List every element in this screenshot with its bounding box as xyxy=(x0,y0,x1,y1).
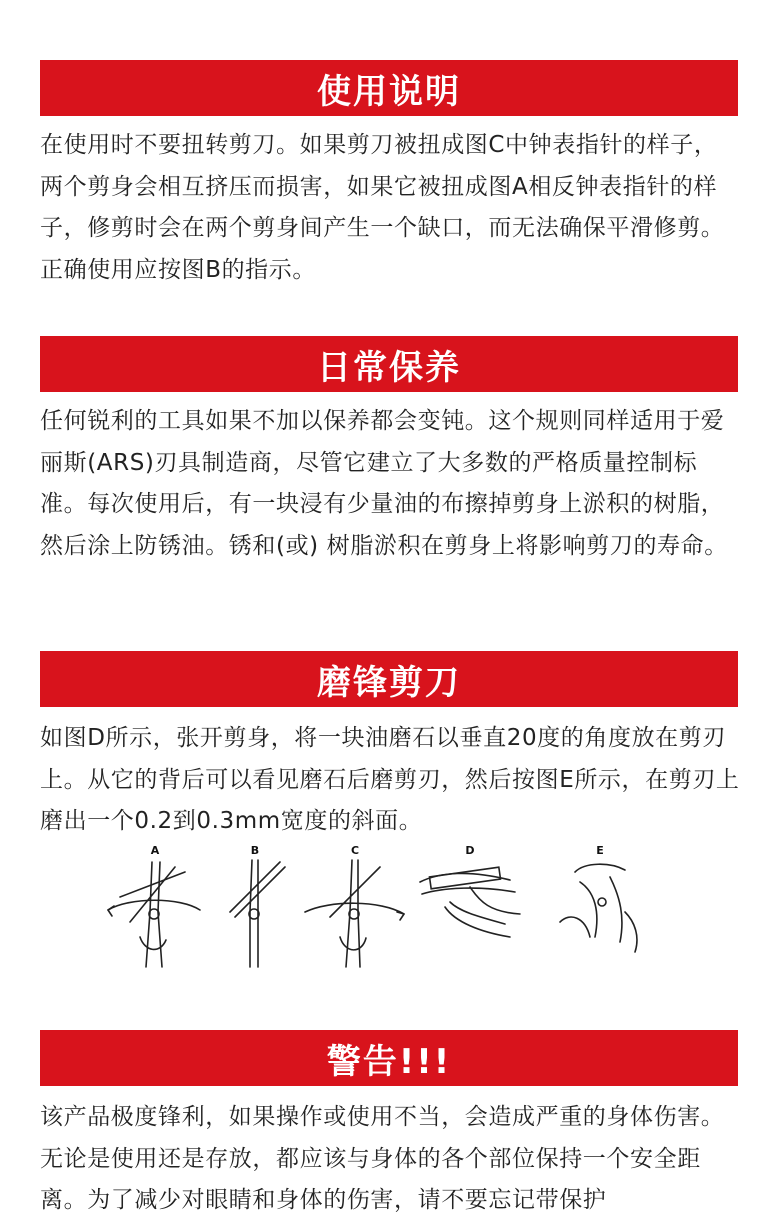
figure-c-label: C xyxy=(350,844,360,857)
pruner-bevel-icon xyxy=(540,842,660,972)
pruner-straight-icon xyxy=(200,842,310,972)
figure-d xyxy=(410,842,530,972)
usage-text: 在使用时不要扭转剪刀。如果剪刀被扭成图C中钟表指针的样子，两个剪身会相互挤压而损害，如果它被扭成图A相反钟表指针的样子，修剪时会在两个剪身间产生一个缺口，而无法确保平滑修剪。正确使用应按图B的指示。 xyxy=(40,132,725,283)
figure-e-label: E xyxy=(596,844,604,857)
figure-b-label: B xyxy=(250,844,260,857)
sharpening-text: 如图D所示，张开剪身，将一块油磨石以垂直20度的角度放在剪刃上。从它的背后可以看见磨石后磨剪刃，然后按图E所示，在剪刃上磨出一个0.2到0.3mm宽度的斜面。 xyxy=(40,725,740,834)
figure-d-label: D xyxy=(465,844,475,857)
warning-text: 该产品极度锋利，如果操作或使用不当，会造成严重的身体伤害。无论是使用还是存放，都应该与身体的各个部位保持一个安全距离。为了减少对眼睛和身体的伤害，请不要忘记带保护 xyxy=(40,1104,725,1213)
figure-e xyxy=(540,842,660,972)
figure-b xyxy=(200,842,310,972)
sharpening-stone-icon xyxy=(410,842,530,972)
figure-c xyxy=(300,842,410,972)
maintenance-text: 任何锐利的工具如果不加以保养都会变钝。这个规则同样适用于爱丽斯(ARS)刃具制造商，尽管它建立了大多数的严格质量控制标准。每次使用后，有一块浸有少量油的布擦掉剪身上淤积的树脂，然后涂上防锈油。锈和(或) 树脂淤积在剪身上将影响剪刀的寿命。 xyxy=(40,408,728,559)
section-title-warning: 警告!!! xyxy=(40,1030,738,1086)
section-title-sharpening: 磨锋剪刀 xyxy=(40,651,738,707)
figure-a xyxy=(100,842,210,972)
section-title-maintenance: 日常保养 xyxy=(40,336,738,392)
figure-a-label: A xyxy=(150,844,160,857)
section-title-usage: 使用说明 xyxy=(40,60,738,116)
pruner-twist-right-icon xyxy=(300,842,410,972)
pruner-twist-left-icon xyxy=(100,842,210,972)
illustration-row xyxy=(100,842,660,972)
